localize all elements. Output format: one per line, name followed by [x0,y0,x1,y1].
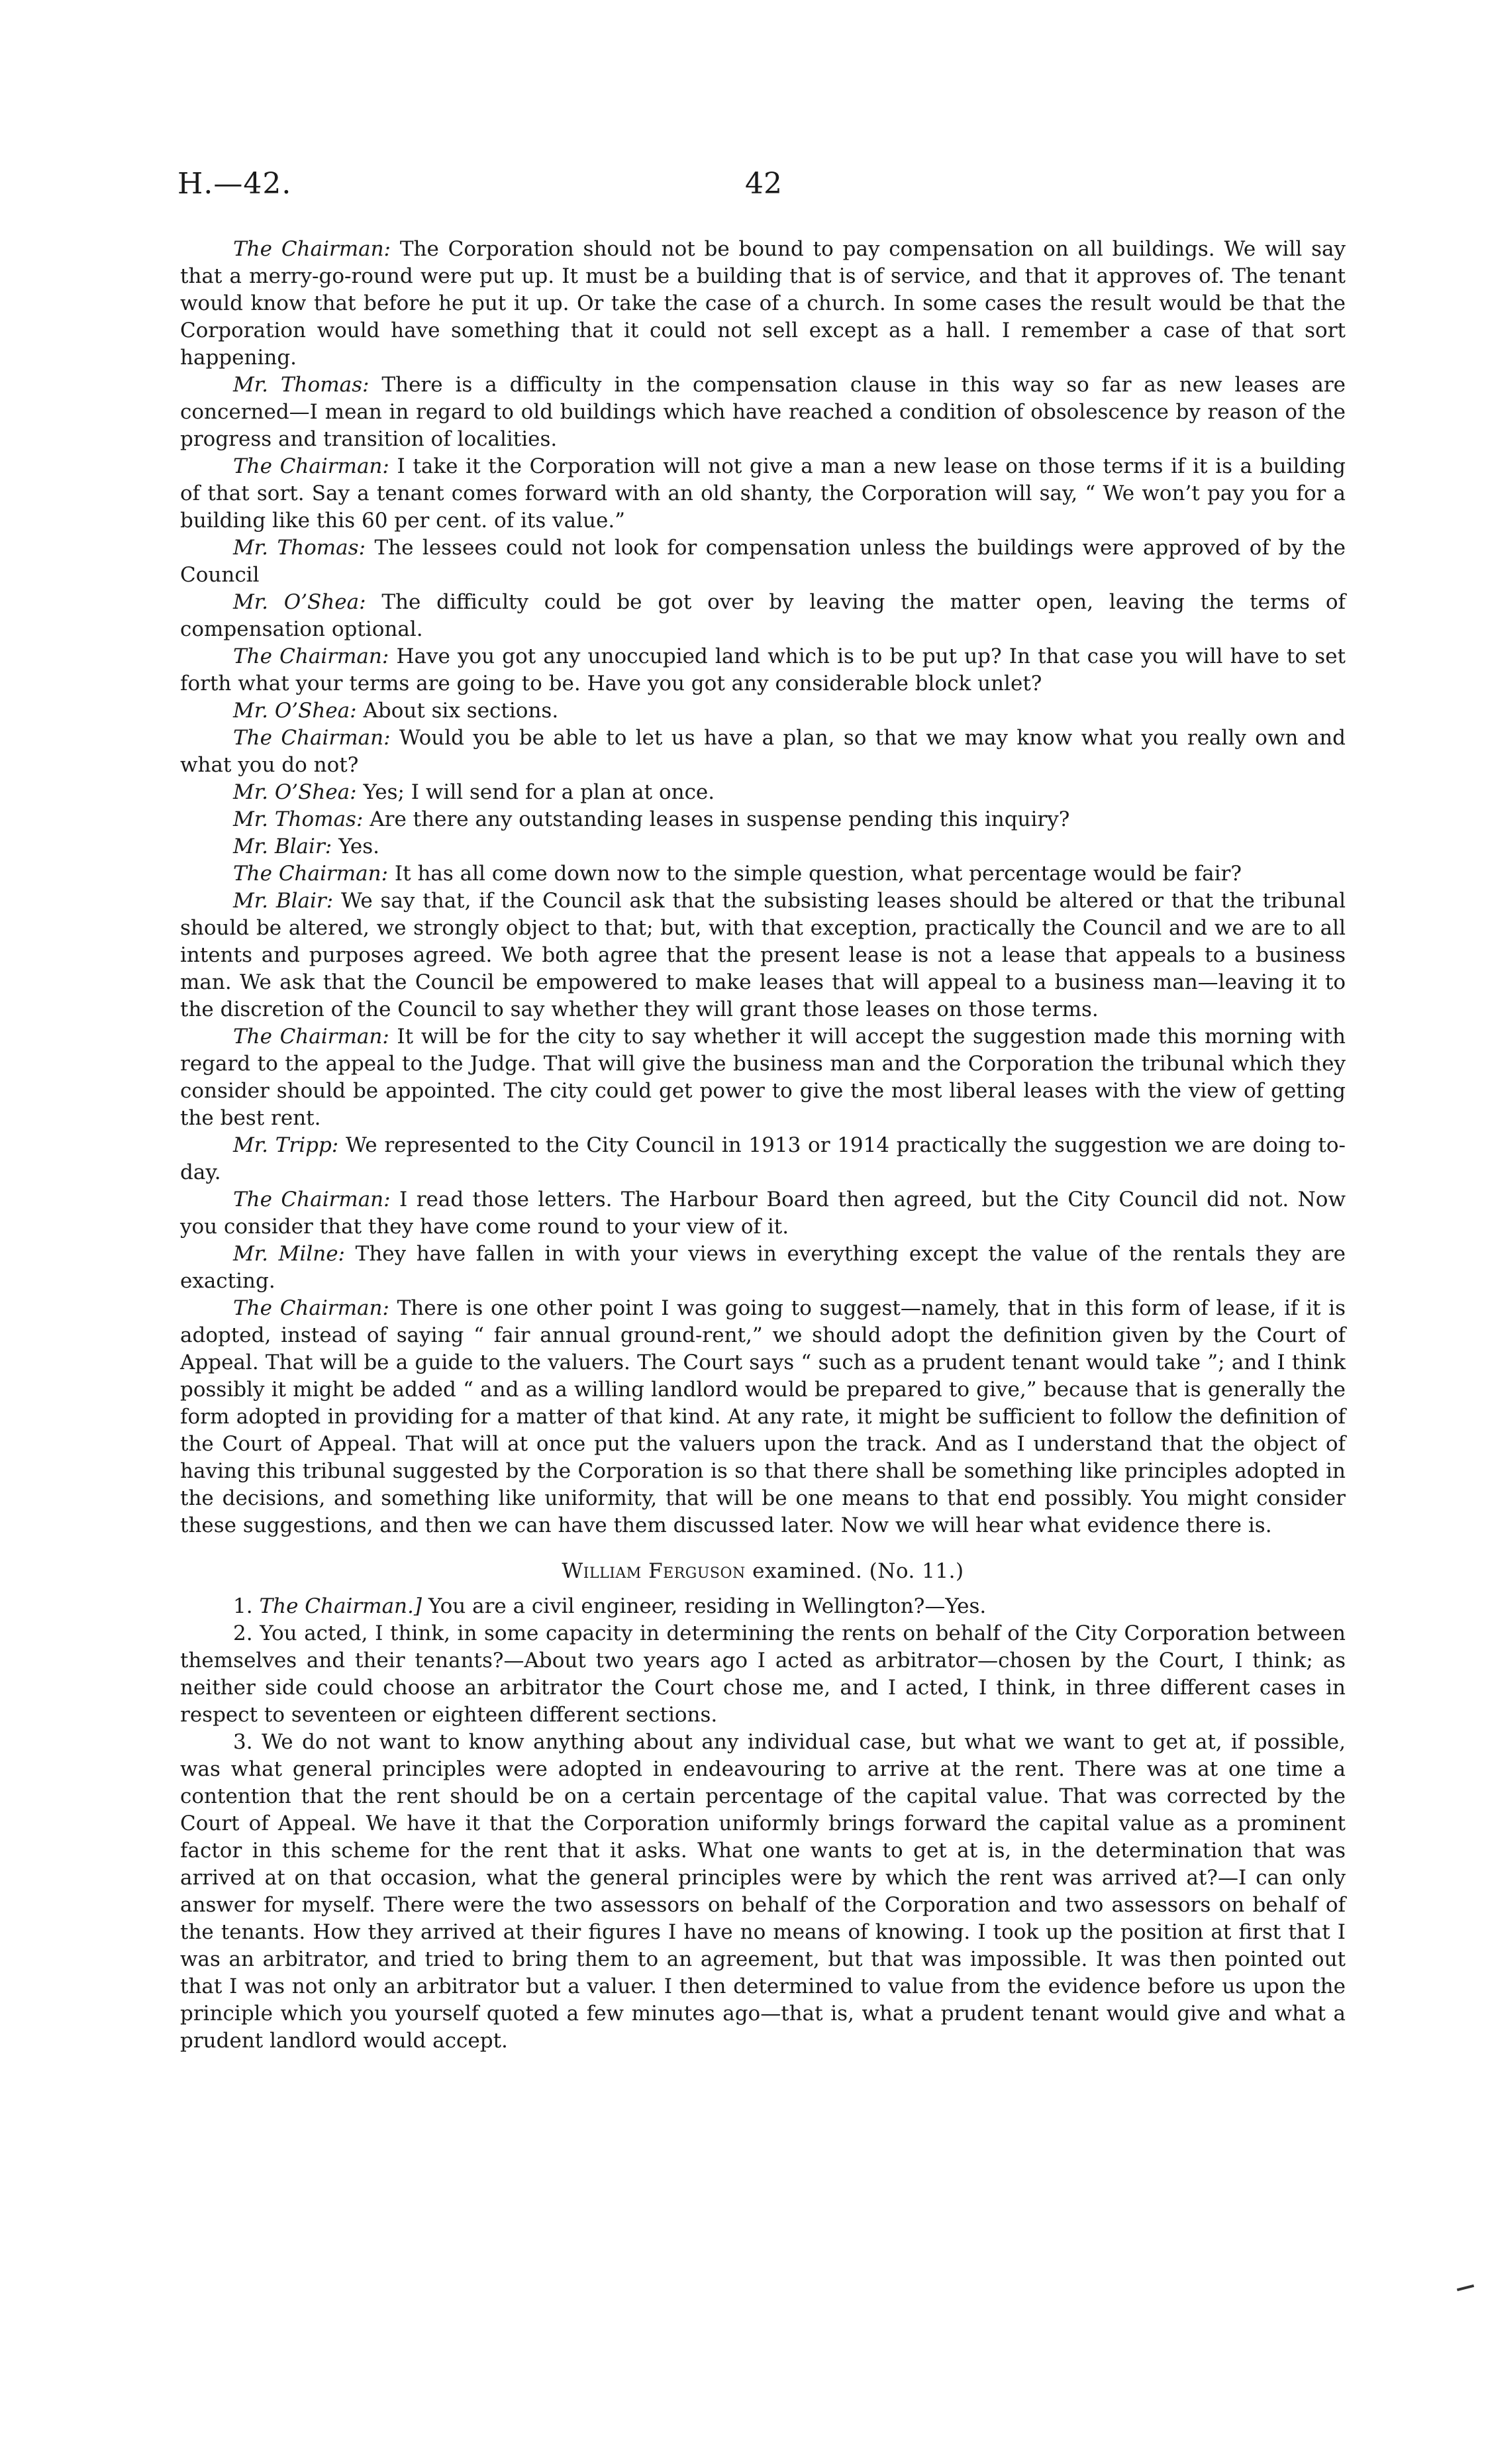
question-paragraph [180,1620,1346,1729]
speaker-name: The Chairman: [233,1296,389,1320]
page-header [177,167,1350,207]
speaker-name: Mr. Milne: [233,1242,345,1266]
witness-heading [180,1558,1346,1585]
paragraph-text: Have you got any unoccupied land which is to be put up? In that case you will have to set forth what your terms are going to be. Have you got any considerable block unlet? [180,644,1346,695]
question-number: 1. [233,1594,253,1618]
paragraph-text: You are a civil engineer, residing in Wellington?—Yes. [428,1594,987,1618]
paragraph-text: Are there any outstanding leases in suspense pending this inquiry? [370,807,1070,831]
paragraph-text: I take it the Corporation will not give a man a new lease on those terms if it is a building of that sort. Say a tenant comes forward with an old shanty, the Corporation will say, “ We won’t pay you for a building like this 60 per cent. of its value.” [180,454,1346,533]
paragraph-text: About six sections. [363,699,559,723]
speech-paragraph [180,1186,1346,1241]
paragraph-text: There is one other point I was going to suggest—namely, that in this form of lease, if it is adopted, instead of saying “ fair annual ground-rent,” we should adopt the definition given by the Court of Appeal. That will be a guide to the valuers. The Court says “ such as a prudent tenant would take ”; and I think possibly it might be added “ and as a willing landlord would be prepared to give,” because that is generally the form adopted in providing for a matter of that kind. At any rate, it might be sufficient to follow the definition of the Court of Appeal. That will at once put the valuers upon the track. And as I understand that the object of having this tribunal suggested by the Corporation is so that there shall be something like principles adopted in the decisions, and something like uniformity, that will be one means to that end possibly. You might consider these suggestions, and then we can have them discussed later. Now we will hear what evidence there is. [180,1296,1346,1537]
paragraph-text: I read those letters. The Harbour Board then agreed, but the City Council did not. Now you consider that they have come round to your view of it. [180,1188,1346,1239]
speaker-name: The Chairman: [233,1025,389,1049]
speech-paragraph [180,860,1346,888]
question-number: 3. [233,1730,253,1754]
paragraph-text: They have fallen in with your views in everything except the value of the rentals they are exacting. [180,1242,1346,1293]
speech-paragraph [180,833,1346,860]
speech-paragraph [180,697,1346,725]
speaker-name: The Chairman.] [259,1594,422,1618]
question-number: 2. [233,1621,253,1645]
question-paragraph [180,1593,1346,1620]
paragraph-text: Yes. [338,835,379,858]
speaker-name: The Chairman: [233,454,389,478]
speech-paragraph [180,779,1346,806]
margin-mark [1457,2284,1474,2291]
examination-questions [180,1593,1346,2055]
speech-paragraph [180,589,1346,643]
speaker-name: Mr. O’Shea: [233,590,366,614]
paragraph-text: We say that, if the Council ask that the subsisting leases should be altered or that the tribunal should be altered, we strongly object to that; but, with that exception, practically the Council and we are to all intents and purposes agreed. We both agree that the present lease is not a lease that appeals to a business man. We ask that the Council be empowered to make leases that will appeal to a business man—leaving it to the discretion of the Council to say whether they will grant those leases on those terms. [180,889,1346,1021]
paragraph-text: The Corporation should not be bound to pay compensation on all buildings. We will say that a merry-go-round were put up. It must be a building that is of service, and that it approves of. The tenant would know that before he put it up. Or take the case of a church. In some cases the result would be that the Corporation would have something that it could not sell except as a hall. I remember a case of that sort happening. [180,237,1346,370]
speech-paragraph [180,1241,1346,1295]
speech-paragraph [180,725,1346,779]
speaker-name: Mr. O’Shea: [233,780,357,804]
paragraph-text: There is a difficulty in the compensation clause in this way so far as new leases are concerned—I mean in regard to old buildings which have reached a condition of obsolescence by reason of the progress and transition of localities. [180,373,1346,451]
question-paragraph [180,1729,1346,2055]
speaker-name: The Chairman: [233,644,389,668]
speaker-name: The Chairman: [233,237,391,261]
speaker-name: The Chairman: [233,726,391,750]
witness-name: William Ferguson [562,1559,746,1583]
paragraph-text: You acted, I think, in some capacity in determining the rents on behalf of the City Corporation between themselves and their tenants?—About two years ago I acted as arbitrator—chosen by the Court, I think; as neither side could choose an arbitrator the Court chose me, and I acted, I think, in three different cases in respect to seventeen or eighteen different sections. [180,1621,1346,1727]
paragraph-text: It will be for the city to say whether it will accept the suggestion made this morning with regard to the appeal to the Judge. That will give the business man and the Corporation the tribunal which they consider should be appointed. The city could get power to give the most liberal leases with the view of getting the best rent. [180,1025,1346,1130]
speech-paragraph [180,453,1346,535]
paragraph-text: The difficulty could be got over by leaving the matter open, leaving the terms of compensation optional. [180,590,1346,641]
document-id: H.—42. [177,167,292,201]
speaker-name: Mr. Thomas: [233,536,366,560]
speaker-name: Mr. Blair: [233,889,334,913]
speaker-name: The Chairman: [233,862,389,886]
body-text [180,236,1346,2055]
speech-paragraph [180,236,1346,372]
speaker-name: Mr. O’Shea: [233,699,357,723]
speaker-name: Mr. Thomas: [233,373,370,397]
page-number: 42 [745,167,782,201]
speaker-name: Mr. Thomas: [233,807,364,831]
speaker-name: Mr. Tripp: [233,1133,339,1157]
speech-paragraph [180,372,1346,453]
speech-paragraph [180,1132,1346,1186]
paragraph-text: Would you be able to let us have a plan, so that we may know what you really own and what you do not? [180,726,1346,777]
speech-paragraph [180,888,1346,1023]
paragraph-text: We represented to the City Council in 1913 or 1914 practically the suggestion we are doing to-day. [180,1133,1346,1184]
paragraph-text: It has all come down now to the simple question, what percentage would be fair? [394,862,1242,886]
paragraph-text: Yes; I will send for a plan at once. [363,780,715,804]
witness-heading-rest: examined. (No. 11.) [752,1559,964,1583]
speaker-name: The Chairman: [233,1188,391,1211]
speech-paragraph [180,1023,1346,1132]
paragraph-text: We do not want to know anything about any individual case, but what we want to get at, if possible, was what general principles were adopted in endeavouring to arrive at the rent. There was at one time a contention that the rent should be on a certain percentage of the capital value. That was corrected by the Court of Appeal. We have it that the Corporation uniformly brings forward the capital value as a prominent factor in this scheme for the rent that it asks. What one wants to get at is, in the determination that was arrived at on that occasion, what the general principles were by which the rent was arrived at?—I can only answer for myself. There were the two assessors on behalf of the Corporation and two assessors on behalf of the tenants. How they arrived at their figures I have no means of knowing. I took up the position at first that I was an arbitrator, and tried to bring them to an agreement, but that was impossible. It was then pointed out that I was not only an arbitrator but a valuer. I then determined to value from the evidence before us upon the principle which you yourself quoted a few minutes ago—that is, what a prudent tenant would give and what a prudent landlord would accept. [180,1730,1346,2053]
speech-paragraph [180,643,1346,697]
speaker-name: Mr. Blair: [233,835,332,858]
paragraph-text: The lessees could not look for compensation unless the buildings were approved of by the Council [180,536,1346,587]
proceedings-paragraphs [180,236,1346,1539]
speech-paragraph [180,535,1346,589]
speech-paragraph [180,1295,1346,1539]
speech-paragraph [180,806,1346,833]
